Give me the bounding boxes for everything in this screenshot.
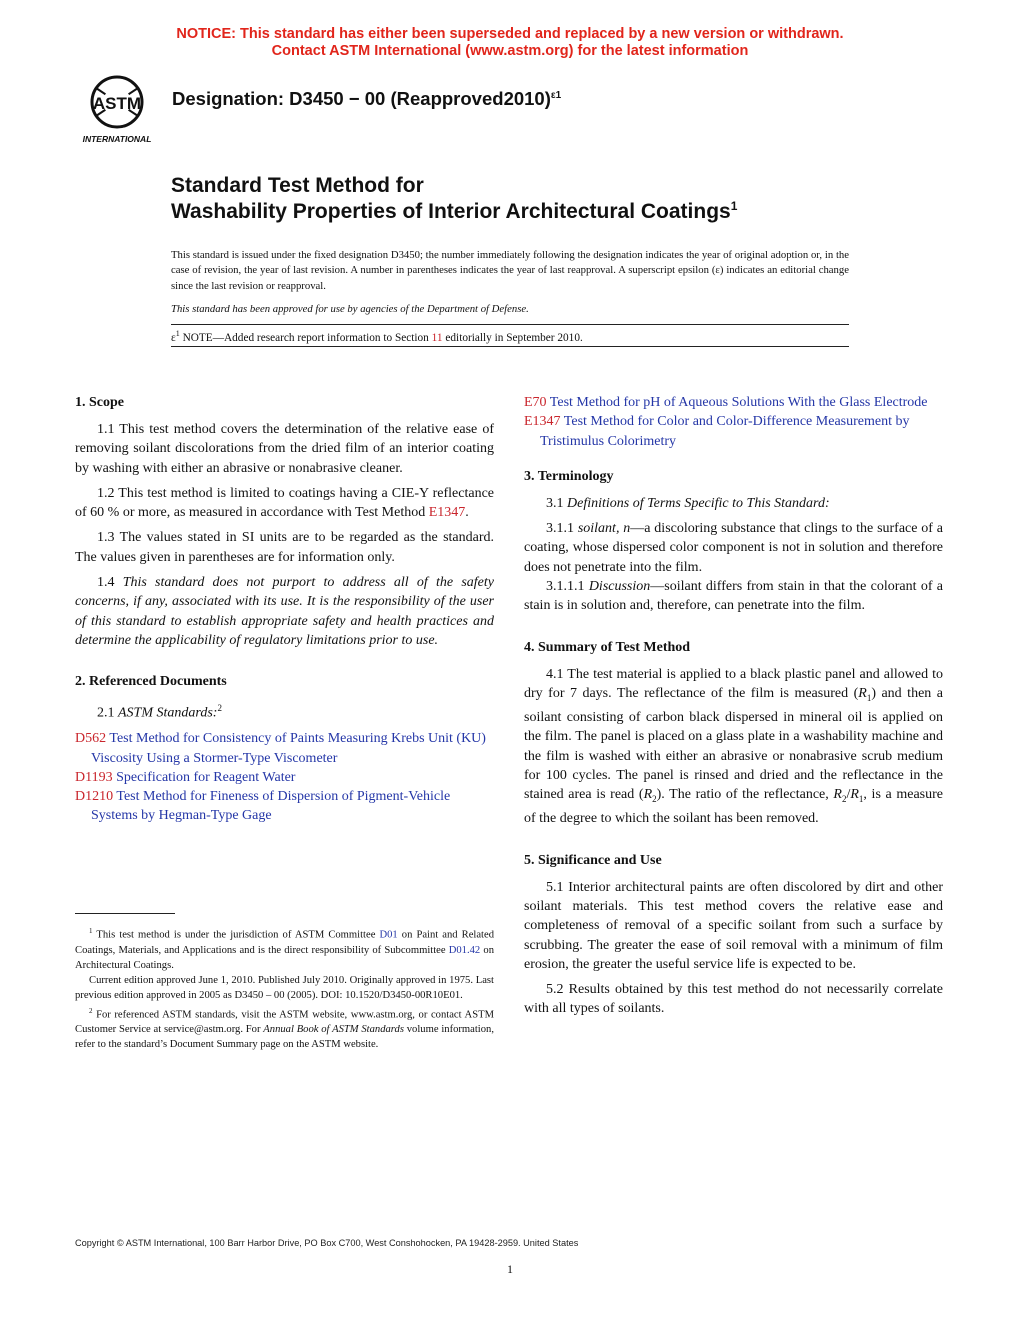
section-11-link[interactable]: 11 bbox=[431, 331, 443, 344]
d01-42-link[interactable]: D01.42 bbox=[448, 944, 481, 956]
notice-line-2: Contact ASTM International (www.astm.org) for the latest information bbox=[271, 43, 749, 59]
supersede-notice bbox=[0, 26, 1020, 60]
right-column bbox=[524, 393, 943, 1025]
para-3-1-1: 3.1.1 soilant, n—a discoloring substance that clings to the surface of a coating, whose dispersed color component is not in solution and therefore does not penetrate into the film. bbox=[524, 521, 943, 575]
divider-top bbox=[171, 324, 849, 325]
approval-statement: This standard has been approved for use by agencies of the Department of Defense. bbox=[171, 303, 529, 315]
svg-text:ASTM: ASTM bbox=[92, 94, 142, 113]
title-line-1: Standard Test Method for bbox=[171, 174, 424, 197]
para-2-1: 2.1 ASTM Standards:$^2$ bbox=[97, 703, 222, 721]
left-column bbox=[75, 393, 494, 826]
ref-d1210[interactable]: D1210 Test Method for Fineness of Dispersion of Pigment-Vehicle Systems by Hegman-Type Gage bbox=[75, 789, 451, 824]
d01-link[interactable]: D01 bbox=[379, 929, 398, 941]
logo-text: INTERNATIONAL bbox=[82, 134, 152, 144]
footnote-2: $^2$ For referenced ASTM standards, visit the ASTM website, www.astm.org, or contact ASTM Customer Service at service@astm.org. For Annual Book of ASTM Standards volume information, refer to the standard’s Document Summary page on the ASTM website. bbox=[75, 1006, 494, 1051]
astm-logo-icon bbox=[74, 74, 160, 146]
designation: Designation: D3450 − 00 (Reapproved2010)$^{\varepsilon 1}$ bbox=[172, 88, 562, 109]
title-line-2: Washability Properties of Interior Architectural Coatings$^1$ bbox=[171, 199, 738, 223]
significance-heading: 5. Significance and Use bbox=[524, 852, 662, 868]
ref-e70[interactable]: E70 Test Method for pH of Aqueous Solutions With the Glass Electrode bbox=[524, 395, 928, 410]
para-3-1: 3.1 Definitions of Terms Specific to This Standard: bbox=[546, 495, 830, 511]
editorial-note: $\varepsilon^1$ NOTE—Added research report information to Section 11 editorially in September 2010. bbox=[171, 329, 583, 344]
para-1-1: 1.1 This test method covers the determination of the relative ease of removing soilant discolorations from the dried film of an interior coating by washing with either an abrasive or nonabrasive cleaner. bbox=[75, 422, 494, 476]
footnote-1-edition: Current edition approved June 1, 2010. Published July 2010. Originally approved in 1975. Last previous edition approved in 2005 as D3450 – 00 (2005). DOI: 10.1520/D3450-00R10E01. bbox=[75, 975, 494, 1002]
issuance-statement: This standard is issued under the fixed designation D3450; the number immediately following the designation indicates the year of original adoption or, in the case of revision, the year of last revision. A number in parentheses indicates the year of last reapproval. A superscript epsilon (ε) indicates an editorial change since the last revision or reapproval. bbox=[171, 249, 849, 292]
para-1-2: 1.2 This test method is limited to coatings having a CIE-Y reflectance of 60 % or more, as measured in accordance with Test Method E1347. bbox=[75, 485, 494, 521]
page-number: 1 bbox=[507, 1262, 513, 1276]
divider-bottom bbox=[171, 346, 849, 347]
terminology-heading: 3. Terminology bbox=[524, 468, 614, 484]
para-1-4: 1.4 This standard does not purport to address all of the safety concerns, if any, associated with its use. It is the responsibility of the user of this standard to establish appropriate safety and health practices and determine the applicability of regulatory limitations prior to use. bbox=[75, 575, 494, 648]
ref-e1347[interactable]: E1347 Test Method for Color and Color-Difference Measurement by Tristimulus Colorimetry bbox=[524, 414, 910, 449]
para-3-1-1-1: 3.1.1.1 Discussion—soilant differs from stain in that the colorant of a stain is in solution and, therefore, can penetrate into the film. bbox=[524, 579, 943, 614]
ref-d1193[interactable]: D1193 Specification for Reagent Water bbox=[75, 769, 296, 785]
scope-heading: 1. Scope bbox=[75, 395, 124, 410]
para-5-2: 5.2 Results obtained by this test method do not necessarily correlate with all types of soilants. bbox=[524, 982, 943, 1017]
para-5-1: 5.1 Interior architectural paints are often discolored by dirt and other soilant materials. This test method covers the relative ease and completeness of removal of a specific soilant from such a surface by scrubbing. The greater the ease of soil removal with a minimum of film erosion, the greater the useful service life is expected to be. bbox=[524, 879, 943, 972]
footnote-divider bbox=[75, 913, 175, 914]
e1347-link[interactable]: E1347 bbox=[428, 505, 466, 521]
footnote-1: $^1$ This test method is under the jurisdiction of ASTM Committee D01 on Paint and Related Coatings, Materials, and Applications and is the direct responsibility of Subcommittee D01.42 on Architectural Coatings. bbox=[75, 927, 494, 971]
references-heading: 2. Referenced Documents bbox=[75, 674, 227, 690]
notice-line-1: NOTICE: This standard has either been superseded and replaced by a new version or withdrawn. bbox=[176, 26, 844, 42]
copyright-line: Copyright © ASTM International, 100 Barr Harbor Drive, PO Box C700, West Conshohocken, PA 19428-2959. United States bbox=[75, 1238, 579, 1248]
footnotes bbox=[75, 924, 494, 1053]
para-4-1: 4.1 The test material is applied to a black plastic panel and allowed to dry for 7 days. The reflectance of the film is measured $(R_1)$ and then a soilant consisting of carbon black dispersed in mineral oil is applied on the film. The panel is placed on a glass plate in a washability machine and the film is washed with either an abrasive or nonabrasive scrub medium for 100 cycles. The panel is rinsed and dried and the reflectance in the stained area is read $(R_2)$. The ratio of the reflectance, $R_2/R_1$, is a measure of the degree to which the soilant has been removed. bbox=[524, 666, 944, 827]
para-1-3: 1.3 The values stated in SI units are to be regarded as the standard. The values given in parentheses are for information only. bbox=[75, 530, 494, 565]
ref-d562[interactable]: D562 Test Method for Consistency of Paints Measuring Krebs Unit (KU) Viscosity Using a Stormer-Type Viscometer bbox=[75, 731, 486, 766]
summary-heading: 4. Summary of Test Method bbox=[524, 639, 691, 655]
